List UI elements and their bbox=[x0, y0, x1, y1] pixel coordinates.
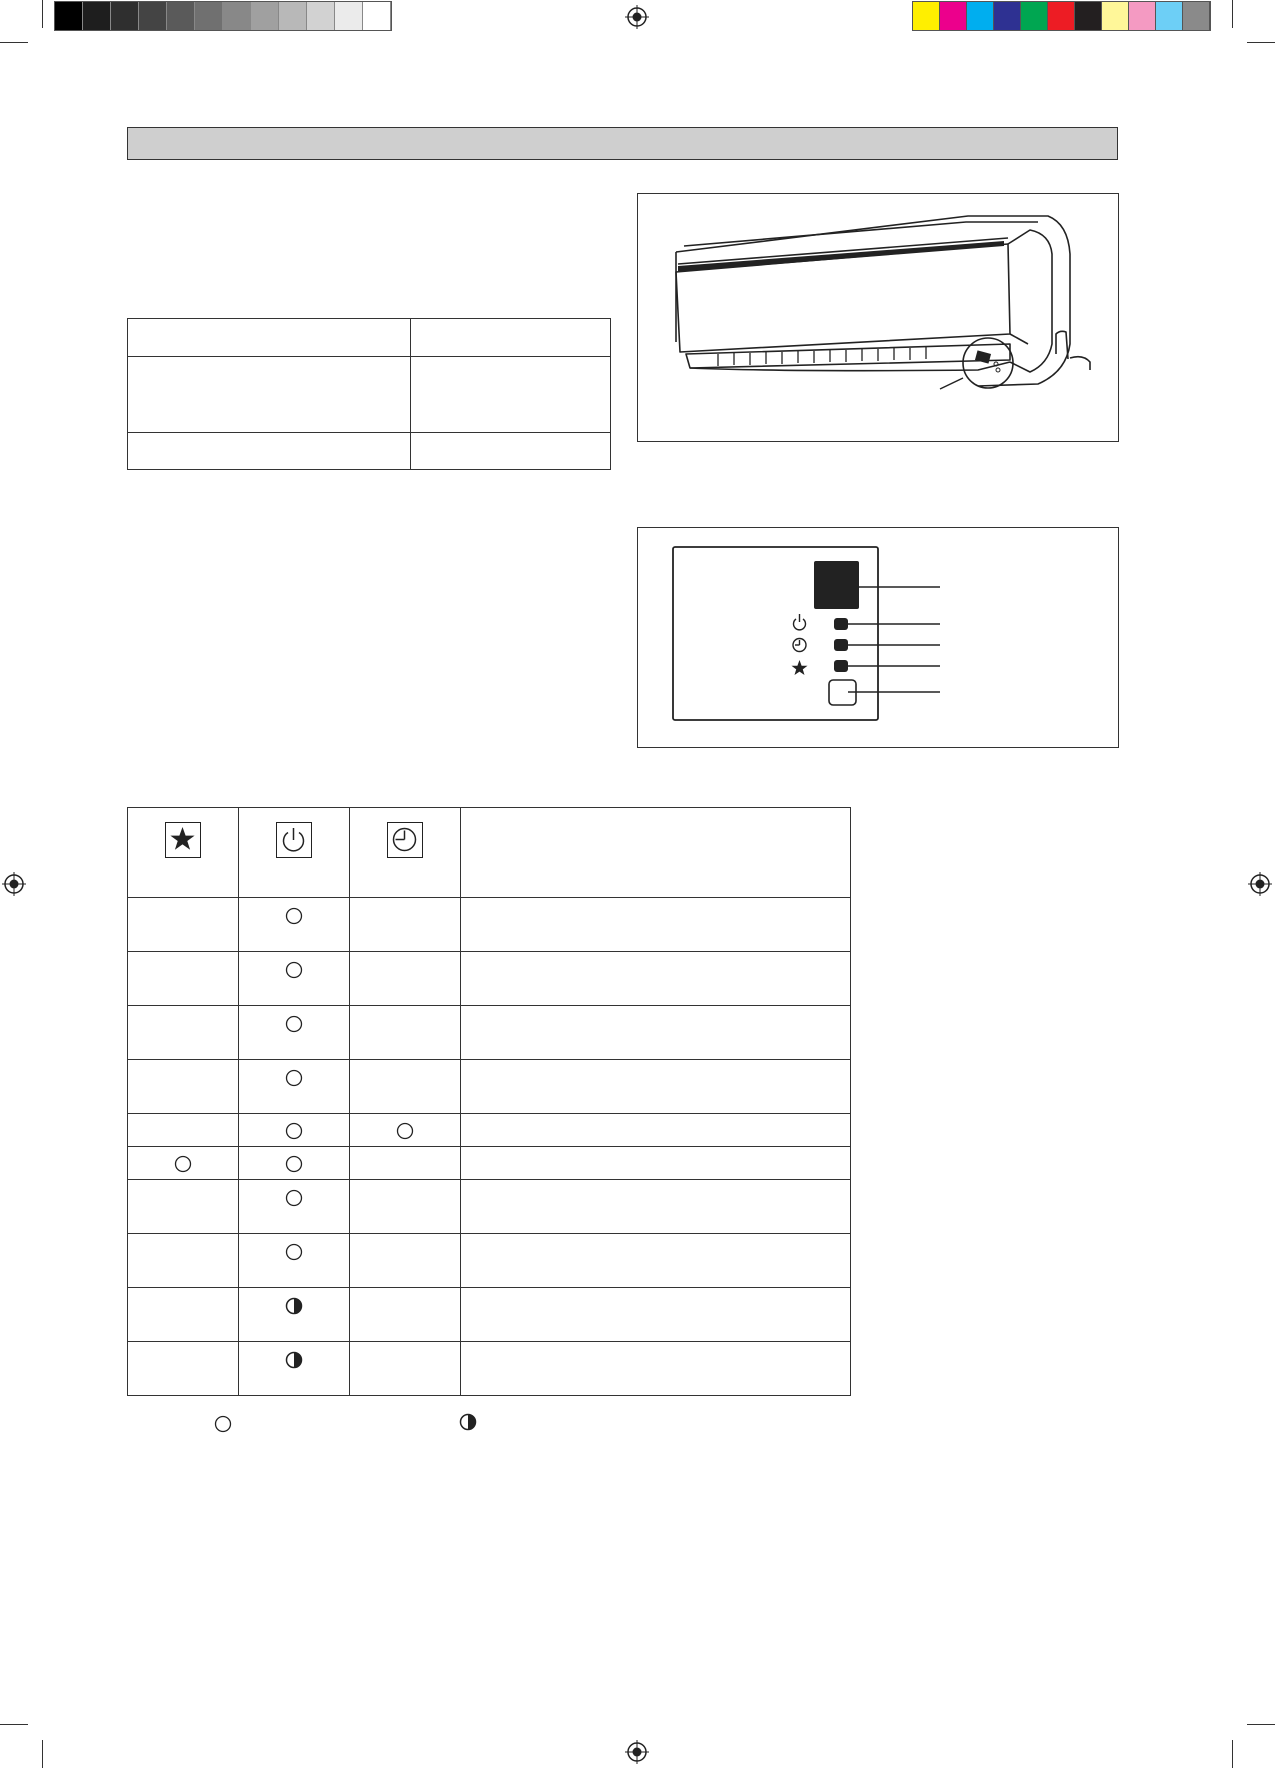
grayscale-swatch bbox=[167, 2, 195, 30]
table-row bbox=[128, 1234, 851, 1288]
crop-mark bbox=[42, 1740, 43, 1768]
indicator-cell-star bbox=[128, 1180, 239, 1234]
table-row bbox=[128, 1147, 851, 1180]
registration-mark-right-icon bbox=[1248, 872, 1272, 896]
indicator-cell-power bbox=[239, 898, 350, 952]
process-color-swatch bbox=[940, 2, 967, 30]
process-color-swatch bbox=[994, 2, 1021, 30]
indicator-cell-star bbox=[128, 898, 239, 952]
indicator-cell-description bbox=[461, 1006, 851, 1060]
crop-mark bbox=[0, 1724, 28, 1725]
process-color-swatch bbox=[1129, 2, 1156, 30]
indicator-cell-star bbox=[128, 1006, 239, 1060]
indicator-cell-star bbox=[128, 1288, 239, 1342]
indicator-cell-timer bbox=[350, 1006, 461, 1060]
spec-cell bbox=[411, 357, 611, 433]
indicator-cell-description bbox=[461, 1060, 851, 1114]
power-icon bbox=[276, 822, 312, 858]
indicator-cell-description bbox=[461, 1147, 851, 1180]
registration-mark-top-icon bbox=[625, 5, 649, 29]
crop-mark bbox=[1232, 0, 1233, 28]
indicator-cell-power bbox=[239, 1114, 350, 1147]
legend-on-circle-icon bbox=[214, 1415, 232, 1433]
indicator-cell-description bbox=[461, 1288, 851, 1342]
indicator-cell-timer bbox=[350, 1342, 461, 1396]
half-circle-icon bbox=[285, 1351, 303, 1369]
grayscale-swatch bbox=[195, 2, 223, 30]
section-header-band bbox=[127, 127, 1118, 160]
header-timer-cell bbox=[350, 808, 461, 898]
spec-cell bbox=[128, 357, 411, 433]
spec-table bbox=[127, 318, 611, 470]
grayscale-swatch bbox=[111, 2, 139, 30]
process-color-swatch bbox=[1048, 2, 1075, 30]
indicator-cell-power bbox=[239, 1006, 350, 1060]
circle-outline-icon bbox=[285, 1069, 303, 1087]
table-row bbox=[128, 1180, 851, 1234]
grayscale-swatch bbox=[251, 2, 279, 30]
process-color-swatch bbox=[1156, 2, 1183, 30]
indicator-cell-description bbox=[461, 1342, 851, 1396]
header-description-cell bbox=[461, 808, 851, 898]
grayscale-swatch bbox=[279, 2, 307, 30]
indicator-cell-description bbox=[461, 1114, 851, 1147]
indicator-table bbox=[127, 807, 851, 1396]
indicator-cell-timer bbox=[350, 1288, 461, 1342]
indicator-cell-power bbox=[239, 1180, 350, 1234]
indicator-cell-description bbox=[461, 1180, 851, 1234]
indicator-cell-description bbox=[461, 1234, 851, 1288]
circle-outline-icon bbox=[174, 1155, 192, 1173]
indicator-cell-star bbox=[128, 1234, 239, 1288]
grayscale-swatch bbox=[55, 2, 83, 30]
indicator-cell-power bbox=[239, 1288, 350, 1342]
legend-blink-half-circle-icon bbox=[459, 1413, 477, 1431]
indicator-cell-star bbox=[128, 1114, 239, 1147]
indicator-cell-star bbox=[128, 1060, 239, 1114]
process-color-swatch bbox=[1021, 2, 1048, 30]
circle-outline-icon bbox=[285, 1189, 303, 1207]
spec-cell bbox=[128, 433, 411, 470]
crop-mark bbox=[1247, 1724, 1275, 1725]
spec-cell bbox=[411, 433, 611, 470]
indicator-cell-power bbox=[239, 1234, 350, 1288]
process-color-swatch bbox=[1075, 2, 1102, 30]
registration-mark-left-icon bbox=[2, 872, 26, 896]
table-row bbox=[128, 1288, 851, 1342]
grayscale-swatch bbox=[363, 2, 391, 30]
crop-mark bbox=[1247, 42, 1275, 43]
indicator-cell-timer bbox=[350, 1114, 461, 1147]
indicator-cell-power bbox=[239, 952, 350, 1006]
indicator-panel-diagram bbox=[638, 528, 1118, 747]
indoor-unit-illustration bbox=[638, 194, 1118, 441]
spec-cell bbox=[128, 319, 411, 357]
crop-mark bbox=[1232, 1740, 1233, 1768]
circle-outline-icon bbox=[396, 1122, 414, 1140]
star-icon bbox=[165, 822, 201, 858]
grayscale-swatch bbox=[307, 2, 335, 30]
table-row bbox=[128, 1060, 851, 1114]
process-color-swatch bbox=[913, 2, 940, 30]
circle-outline-icon bbox=[285, 1243, 303, 1261]
circle-outline-icon bbox=[285, 907, 303, 925]
circle-outline-icon bbox=[285, 1155, 303, 1173]
grayscale-swatch bbox=[223, 2, 251, 30]
grayscale-swatch bbox=[83, 2, 111, 30]
table-row bbox=[128, 898, 851, 952]
process-color-bar bbox=[912, 1, 1211, 31]
indicator-cell-star bbox=[128, 1147, 239, 1180]
indicator-cell-timer bbox=[350, 898, 461, 952]
indicator-panel-figure bbox=[637, 527, 1119, 748]
indicator-cell-timer bbox=[350, 1060, 461, 1114]
indicator-cell-timer bbox=[350, 952, 461, 1006]
grayscale-swatch bbox=[335, 2, 363, 30]
indicator-cell-timer bbox=[350, 1180, 461, 1234]
crop-mark bbox=[0, 42, 28, 43]
indicator-cell-star bbox=[128, 1342, 239, 1396]
crop-mark bbox=[42, 0, 43, 28]
table-row bbox=[128, 1114, 851, 1147]
grayscale-swatch bbox=[139, 2, 167, 30]
spec-cell bbox=[411, 319, 611, 357]
indicator-cell-timer bbox=[350, 1147, 461, 1180]
circle-outline-icon bbox=[285, 1122, 303, 1140]
table-row bbox=[128, 1342, 851, 1396]
indicator-cell-description bbox=[461, 952, 851, 1006]
indicator-cell-power bbox=[239, 1060, 350, 1114]
header-star-cell bbox=[128, 808, 239, 898]
indicator-cell-power bbox=[239, 1147, 350, 1180]
half-circle-icon bbox=[285, 1297, 303, 1315]
indicator-cell-description bbox=[461, 898, 851, 952]
grayscale-color-bar bbox=[54, 1, 392, 31]
clock-icon bbox=[387, 822, 423, 858]
header-power-cell bbox=[239, 808, 350, 898]
circle-outline-icon bbox=[285, 1015, 303, 1033]
process-color-swatch bbox=[1183, 2, 1210, 30]
table-row bbox=[128, 1006, 851, 1060]
indoor-unit-figure bbox=[637, 193, 1119, 442]
indicator-cell-star bbox=[128, 952, 239, 1006]
process-color-swatch bbox=[1102, 2, 1129, 30]
registration-mark-bottom-icon bbox=[625, 1740, 649, 1764]
process-color-swatch bbox=[967, 2, 994, 30]
indicator-cell-timer bbox=[350, 1234, 461, 1288]
indicator-cell-power bbox=[239, 1342, 350, 1396]
circle-outline-icon bbox=[285, 961, 303, 979]
table-row bbox=[128, 952, 851, 1006]
